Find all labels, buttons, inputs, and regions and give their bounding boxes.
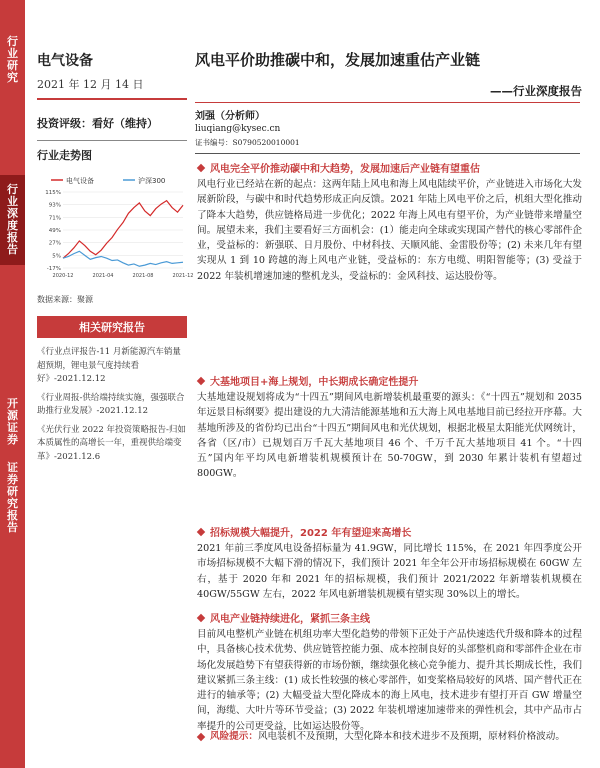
sidebar-char: 报 (7, 231, 18, 244)
legend-label: 沪深300 (138, 177, 166, 185)
sidebar-char: 究 (7, 497, 18, 510)
analyst-name: 刘强（分析师） (195, 111, 265, 122)
section-body: 目前风电整机产业链在机组功率大型化趋势的带领下正处于产品快速迭代升级和降本的过程中，具备核心技术优势、供应链管控能力强、成本控制良好的头部整机商和零部件企业在市场化发展趋势下有望获得新的市场份额，继续强化核心竞争能力、提升其长期成长性，我们建议紧抓三条主线：(1) 成长性较强的核心零部件，如变桨格局较好的风塔、国产替代正在进行的轴承等；(2) 大幅受益大型化降成本的海上风电，技术进步有望打开百 GW 增量空间，海缆、大叶片等环节受益；(3) 2022 年装机增速加速带来的弹性机会，其中产品市占率提升的公司更受益，比如运达股份等。 (197, 629, 582, 732)
analyst-email[interactable]: liuqiang@kysec.cn (195, 124, 281, 134)
sidebar-char: 证 (7, 421, 18, 434)
y-tick-label: 115% (45, 190, 61, 196)
sidebar-char: 告 (7, 243, 18, 256)
sidebar-char: 度 (7, 219, 18, 232)
sidebar-char: 研 (7, 59, 18, 72)
bullet-diamond-icon (197, 527, 205, 535)
risk-label: 风险提示： (210, 731, 258, 742)
analyst-info (195, 110, 300, 149)
related-report-item[interactable]: 《行业周报-供给端持续实施，强强联合助推行业发展》-2021.12.12 (37, 392, 185, 416)
bullet-diamond-icon (197, 163, 205, 171)
section-heading (197, 524, 582, 539)
chart-grid (63, 192, 183, 268)
sidebar-char: 证 (7, 461, 18, 474)
sidebar-char: 究 (7, 71, 18, 84)
section-supply-chain (197, 610, 582, 734)
section-heading-text: 风电产业链持续进化，紧抓三条主线 (210, 614, 370, 625)
risk-text: 风电装机不及预期，大型化降本和技术进步不及预期，原材料价格波动。 (257, 731, 565, 742)
chart-source: 数据来源：聚源 (37, 295, 93, 304)
risk-text-wrap (210, 729, 565, 744)
section-body: 2021 年前三季度风电设备招标量为 41.9GW，同比增长 115%，在 2021 年四季度公开市场招标规模不大幅下滑的情况下，我们预计 2021 年全年公开市场招标规模在 60GW 左右，基于 2020 年和 2021 年的招标规模，我们预计 2021/2022 年新增装机规模在 40GW/55GW 左右，2022 年风电新增装机规模有望实现 30%以上的增长。 (197, 543, 582, 600)
sidebar-char: 研 (7, 485, 18, 498)
y-tick-label: 49% (48, 228, 61, 234)
related-reports-list (37, 346, 189, 469)
y-tick-label: 27% (48, 240, 61, 247)
section-body: 大基地建设规划将成为“十四五”期间风电新增装机最重要的源头：《“十四五”规划和 2035 年远景目标纲要》提出建设的九大清洁能源基地和五大海上风电基地目前已经拉开序幕。大基地所涉及的省份均已出台“十四五”期间风电和光伏规划，根据北极星太阳能光伏网统计，各省（区/市）已规划百万千瓦大基地项目 46 个、千万千瓦大基地项目 41 个。“十四五”国内年平均风电新增装机规模预计在 50-70GW，到 2030 年累计装机有望超过 800GW。 (197, 392, 582, 480)
section-tender (197, 524, 582, 602)
sidebar-char: 深 (7, 207, 18, 220)
sidebar-char: 告 (7, 521, 18, 534)
related-report-item[interactable]: 《行业点评报告-11 月新能源汽车销量超预期，锂电景气度持续看好》-2021.12.12 (37, 347, 181, 384)
sidebar-label-broker (0, 398, 25, 446)
section-heading-text: 招标规模大幅提升，2022 年有望迎来高增长 (210, 528, 412, 539)
section-summary (197, 160, 582, 284)
bullet-diamond-icon (197, 613, 205, 621)
sidebar-char: 业 (7, 195, 18, 208)
sidebar-label-industry-research (0, 36, 25, 84)
trend-chart-title: 行业走势图 (37, 149, 92, 162)
sidebar-char: 开 (7, 397, 18, 410)
report-title: 风电平价助推碳中和，发展加速重估产业链 (195, 51, 481, 69)
sidebar-char: 券 (7, 473, 18, 486)
x-tick-label: 2020-12 (52, 273, 74, 279)
sidebar-label-report-type (0, 175, 25, 265)
related-report-item[interactable]: 《光伏行业 2022 年投资策略报告-归如本质属性的高增长一年，重视供给端变革》-2021.12.6 (37, 424, 186, 462)
divider (195, 102, 580, 103)
section-heading (197, 373, 582, 388)
section-body: 风电行业已经站在新的起点：这两年陆上风电和海上风电陆续平价，产业链进入市场化大发展新阶段，与碳中和时代趋势形成正向反馈。2021 年陆上风电平价之后，机组大型化推动了降本大趋势，供应链格局进一步优化；2022 年海上风电有望平价，为产业链带来增量空间。展望未来，我们主要看好三方面机会：(1）能走向全球或实现国产替代的核心零部件企业，受益标的：新强联、日月股份、中材科技、天顺风能、金雷股份等；(2) 未来几年有望实现从 1 到 10 跨越的海上风电产业链，受益标的：东方电缆、明阳智能等；(3) 受益于 2022 年装机增速加速的整机龙头，受益标的：金风科技、运达股份等。 (197, 179, 582, 282)
sidebar (0, 0, 25, 768)
risk-warning (197, 729, 582, 744)
analyst-certificate: 证书编号：S0790520010001 (195, 138, 300, 147)
chart-x-axis (53, 273, 194, 279)
section-risk (197, 729, 582, 744)
report-date: 2021 年 12 月 14 日 (37, 78, 144, 91)
report-subtitle: ——行业深度报告 (490, 84, 582, 98)
y-tick-label: 5% (52, 253, 61, 260)
divider (37, 98, 187, 100)
y-tick-label: 93% (48, 202, 61, 209)
section-heading (197, 160, 582, 175)
sidebar-char: 源 (7, 409, 18, 422)
legend-label: 电气设备 (66, 177, 94, 185)
related-reports-heading: 相关研究报告 (37, 316, 187, 338)
section-heading-text: 大基地项目+海上规划，中长期成长确定性提升 (210, 377, 419, 388)
chart-series (63, 201, 183, 267)
sidebar-char: 行 (7, 183, 18, 196)
divider (195, 153, 580, 154)
industry-trend-chart (37, 170, 194, 288)
y-tick-label: -17% (46, 266, 61, 272)
series-line-electrical-equipment (63, 201, 183, 259)
series-line-csi300 (63, 251, 183, 266)
section-heading-text: 风电完全平价推动碳中和大趋势，发展加速后产业链有望重估 (210, 164, 480, 175)
sidebar-label-securities-report (0, 462, 25, 534)
chart-y-axis (45, 190, 61, 272)
x-tick-label: 2021-04 (92, 273, 114, 279)
x-tick-label: 2021-12 (172, 273, 194, 279)
sector-heading (37, 50, 93, 70)
sidebar-char: 报 (7, 509, 18, 522)
bullet-diamond-icon (197, 733, 205, 741)
section-heading (197, 610, 582, 625)
bullet-diamond-icon (197, 376, 205, 384)
chart-legend (51, 176, 165, 185)
investment-rating: 投资评级：看好（维持） (37, 117, 158, 130)
section-base-projects (197, 373, 582, 482)
x-tick-label: 2021-08 (132, 273, 154, 279)
y-tick-label: 71% (48, 215, 61, 222)
sidebar-char: 券 (7, 433, 18, 446)
divider (37, 140, 187, 141)
sector-name: 电气设备 (37, 53, 93, 69)
sidebar-char: 业 (7, 47, 18, 60)
sidebar-char: 行 (7, 35, 18, 48)
